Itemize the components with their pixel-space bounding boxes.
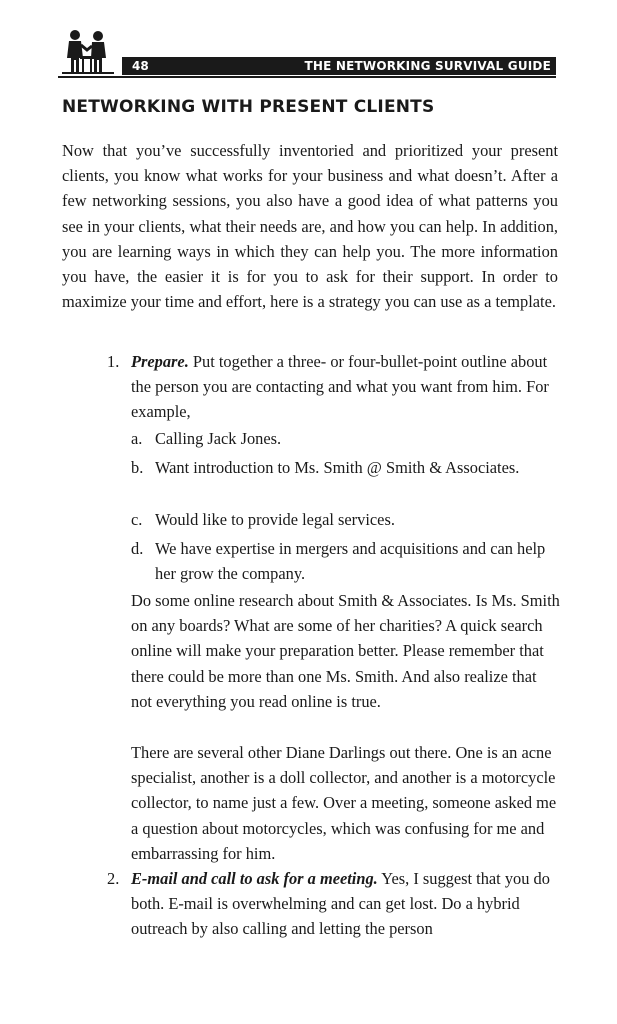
handshake-logo-icon: [58, 26, 116, 76]
step-text: Put together a three- or four-bullet-point outline about the person you are contacting and what you want from him. For example,: [131, 352, 549, 422]
outline-letter: c.: [131, 510, 143, 529]
research-note: Do some online research about Smith & Associates. Is Ms. Smith on any boards? What are some of her charities? A quick search online will make your preparation better. Please remember that there could be more than one Ms. Smith. And also realize that not everything you read online is true.: [131, 591, 560, 711]
page-number: 48: [132, 59, 149, 73]
outline-text: We have expertise in mergers and acquisitions and can help her grow the company.: [155, 539, 546, 584]
step-number: 2.: [107, 869, 120, 888]
outline-text: Calling Jack Jones.: [155, 429, 282, 448]
header-rule: [58, 76, 556, 78]
step-text: Yes, I suggest that you do both. E-mail is overwhelming and can get lost. Do a hybrid outreach by also calling and letting the person: [131, 869, 550, 939]
outline-letter: b.: [131, 458, 144, 477]
outline-text: Would like to provide legal services.: [155, 510, 395, 529]
outline-text: Want introduction to Ms. Smith @ Smith & Associates.: [155, 458, 520, 477]
step-lead: Prepare.: [131, 352, 189, 371]
header-bar: [122, 57, 556, 75]
section-title: NETWORKING WITH PRESENT CLIENTS: [62, 97, 435, 117]
step-lead: E-mail and call to ask for a meeting.: [131, 869, 378, 888]
outline-letter: a.: [131, 429, 143, 448]
running-header: [58, 26, 556, 78]
step-number: 1.: [107, 352, 120, 371]
anecdote-note: There are several other Diane Darlings out there. One is an acne specialist, another is a doll collector, and another is a motorcycle collector, to name just a few. Over a meeting, someone asked me a question about motorcycles, which was confusing for me and embarrassing for him.: [131, 743, 557, 863]
running-title: THE NETWORKING SURVIVAL GUIDE: [304, 59, 551, 73]
outline-letter: d.: [131, 539, 144, 558]
intro-paragraph: Now that you’ve successfully inventoried and prioritized your present clients, you know what works for your business and what doesn’t. After a few networking sessions, you also have a good idea of what patterns you see in your clients, what their needs are, and how you can help. In addition, you are learning ways in which they can help you. The more information you have, the easier it is for you to ask for their support. In order to maximize your time and effort, here is a strategy you can use as a template.: [62, 141, 558, 312]
